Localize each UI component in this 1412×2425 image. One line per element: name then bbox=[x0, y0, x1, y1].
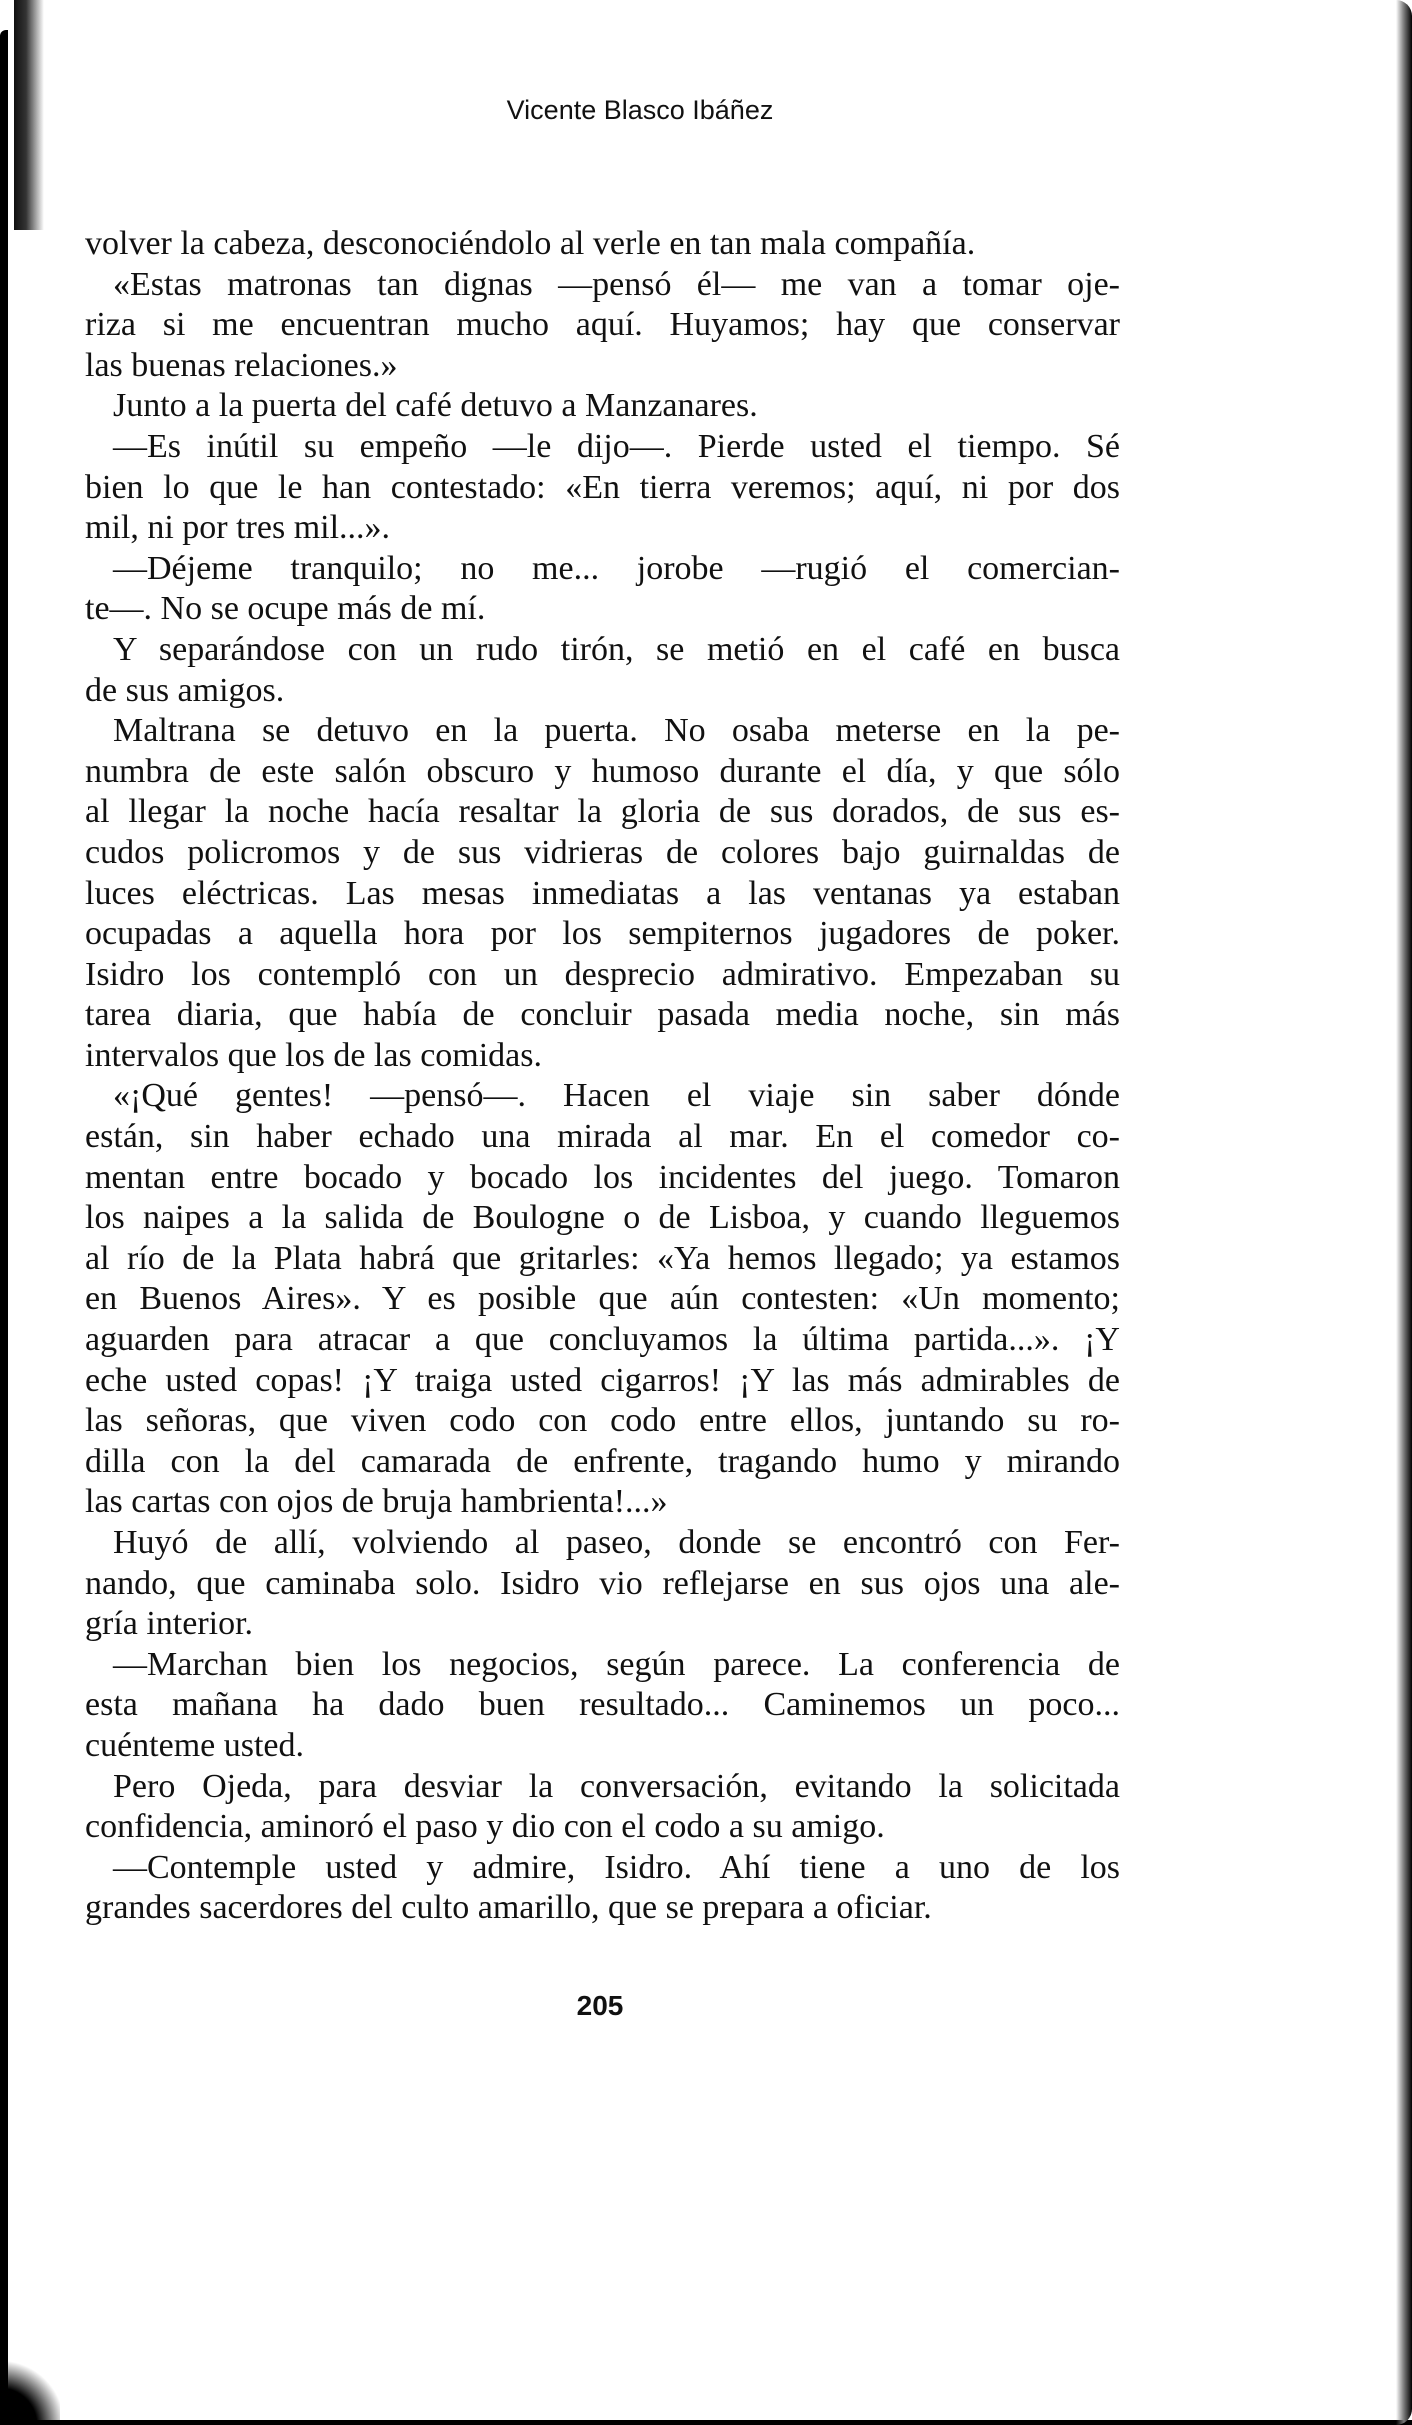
text-line: mil, ni por tres mil...». bbox=[85, 509, 391, 547]
page-number: 205 bbox=[576, 1990, 624, 2021]
text-line: volver la cabeza, desconociéndolo al verle en tan mala compañía. bbox=[85, 225, 976, 262]
page-left-edge bbox=[0, 30, 8, 2420]
text-line: Y separándose con un rudo tirón, se metió en el café en busca bbox=[113, 630, 1120, 668]
text-line: tarea diaria, que había de concluir pasada media noche, sin más bbox=[85, 996, 1120, 1034]
text-line: nando, que caminaba solo. Isidro vio reflejarse en sus ojos una ale- bbox=[85, 1564, 1120, 1602]
text-line: te—. No se ocupe más de mí. bbox=[85, 590, 486, 628]
text-line: «¡Qué gentes! —pensó—. Hacen el viaje sin saber dónde bbox=[113, 1077, 1120, 1115]
running-head bbox=[0, 95, 1120, 126]
text-line: —Contemple usted y admire, Isidro. Ahí tiene a uno de los bbox=[113, 1848, 1120, 1886]
page-bottom-edge bbox=[0, 2420, 1412, 2425]
text-line: los naipes a la salida de Boulogne o de Lisboa, y cuando lleguemos bbox=[85, 1199, 1120, 1237]
text-line: grandes sacerdores del culto amarillo, que se prepara a oficiar. bbox=[85, 1889, 932, 1927]
text-line: Junto a la puerta del café detuvo a Manzanares. bbox=[113, 387, 758, 425]
text-line: dilla con la del camarada de enfrente, tragando humo y mirando bbox=[85, 1442, 1120, 1480]
author-name: Vicente Blasco Ibáñez bbox=[506, 95, 774, 125]
text-line: bien lo que le han contestado: «En tierra veremos; aquí, ni por dos bbox=[85, 468, 1120, 506]
page-right-edge bbox=[1396, 0, 1412, 2425]
text-line: luces eléctricas. Las mesas inmediatas a las ventanas ya estaban bbox=[85, 874, 1120, 912]
text-line: ocupadas a aquella hora por los sempiternos jugadores de poker. bbox=[85, 915, 1120, 953]
text-line: Pero Ojeda, para desviar la conversación, evitando la solicitada bbox=[113, 1767, 1120, 1805]
text-line: cudos policromos y de sus vidrieras de colores bajo guirnaldas de bbox=[85, 833, 1120, 871]
text-line: gría interior. bbox=[85, 1605, 254, 1643]
text-line: de sus amigos. bbox=[85, 671, 285, 709]
text-line: aguarden para atracar a que concluyamos la última partida...». ¡Y bbox=[85, 1321, 1120, 1359]
text-line: al río de la Plata habrá que gritarles: «Ya hemos llegado; ya estamos bbox=[85, 1239, 1120, 1277]
text-line: —Es inútil su empeño —le dijo—. Pierde usted el tiempo. Sé bbox=[113, 427, 1120, 465]
scan-corner-shadow bbox=[0, 2355, 60, 2425]
text-line: «Estas matronas tan dignas —pensó él— me van a tomar oje- bbox=[113, 265, 1120, 303]
text-line: eche usted copas! ¡Y traiga usted cigarros! ¡Y las más admirables de bbox=[85, 1361, 1120, 1399]
text-line: Maltrana se detuvo en la puerta. No osaba meterse en la pe- bbox=[113, 712, 1120, 750]
text-line: —Marchan bien los negocios, según parece. La conferencia de bbox=[113, 1645, 1120, 1683]
text-line: confidencia, aminoró el paso y dio con el codo a su amigo. bbox=[85, 1808, 885, 1846]
text-line: están, sin haber echado una mirada al mar. En el comedor co- bbox=[85, 1118, 1120, 1156]
text-line: en Buenos Aires». Y es posible que aún contesten: «Un momento; bbox=[85, 1280, 1120, 1318]
page-number-container bbox=[0, 1990, 1120, 2022]
text-line: —Déjeme tranquilo; no me... jorobe —rugió el comercian- bbox=[113, 549, 1120, 587]
text-line: numbra de este salón obscuro y humoso durante el día, y que sólo bbox=[85, 752, 1120, 790]
text-line: cuénteme usted. bbox=[85, 1726, 305, 1764]
text-line: al llegar la noche hacía resaltar la gloria de sus dorados, de sus es- bbox=[85, 793, 1120, 831]
text-line: mentan entre bocado y bocado los incidentes del juego. Tomaron bbox=[85, 1158, 1120, 1196]
text-line: Isidro los contempló con un desprecio admirativo. Empezaban su bbox=[85, 955, 1120, 993]
text-line: esta mañana ha dado buen resultado... Caminemos un poco... bbox=[85, 1686, 1120, 1724]
text-line: las buenas relaciones.» bbox=[85, 346, 398, 384]
text-line: Huyó de allí, volviendo al paseo, donde se encontró con Fer- bbox=[113, 1524, 1120, 1561]
text-line: riza si me encuentran mucho aquí. Huyamos; hay que conservar bbox=[85, 306, 1120, 344]
text-line: las señoras, que viven codo con codo entre ellos, juntando su ro- bbox=[85, 1402, 1120, 1440]
text-line: intervalos que los de las comidas. bbox=[85, 1036, 543, 1074]
body-text bbox=[85, 224, 1120, 1929]
text-line: las cartas con ojos de bruja hambrienta!...» bbox=[85, 1483, 668, 1521]
